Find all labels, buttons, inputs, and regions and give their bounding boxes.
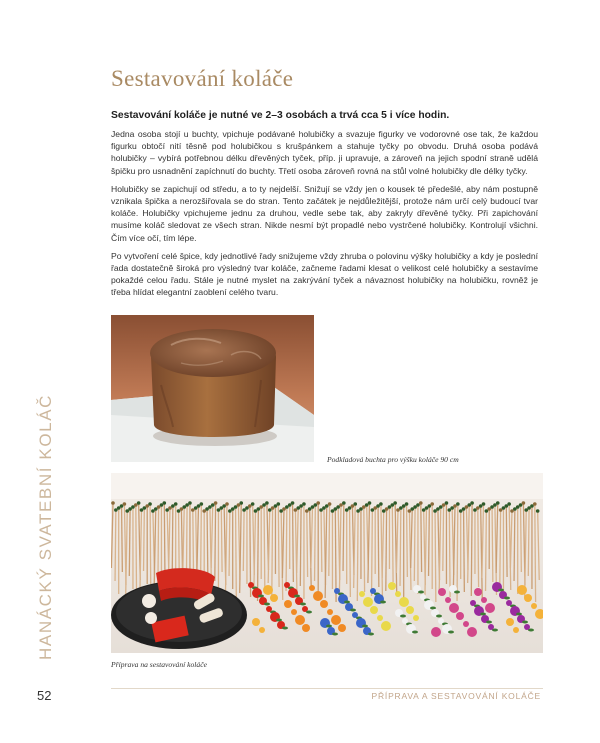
caption-preparation: Příprava na sestavování koláče: [111, 660, 207, 669]
lead-paragraph: Sestavování koláče je nutné ve 2–3 osobách a trvá cca 5 i více hodin.: [111, 110, 450, 121]
paragraph-1: Jedna osoba stojí u buchty, vpichuje podávané holubičky a svazuje figurky ve vodorovné ose tak, že každou figurku obtočí nití těsně pod holubičkou s krušpánkem a stahuje tyčky po obvodu. Druhá osoba podává holubičky – vybírá potřebnou délku dřevěných tyček, příp. ji upravuje, a zároveň na jejich spodní straně udělá špičku pro usnadnění zapíchnutí do buchty. Třetí osoba zároveň rovná na stůl volné holubičky dle délky tyčky.: [111, 129, 538, 176]
footer-chapter-title: PŘÍPRAVA A SESTAVOVÁNÍ KOLÁČE: [371, 691, 541, 701]
preparation-photo: [111, 473, 543, 653]
body-text: [111, 110, 538, 305]
page-title: Sestavování koláče: [111, 66, 294, 91]
cake-base-photo: [111, 315, 314, 462]
paragraph-2: Holubičky se zapichují od středu, a to ty nejdelší. Snižují se vždy jen o kousek té předešlé, aby nám postupně vznikala špička a nerozšiřovala se do stran. Tento začátek je nejdůležitější, protože nám určí celý budoucí tvar koláče. Holubičky vpichujeme jednu za druhou, vedle sebe tak, aby zakryly dřevěné tyčky. Při zapichování musíme koláč sledovat ze všech stran. Nikde nesmí být propadlé nebo vystrčené holubičky. Kontrolují všichni. Čím více očí, tím lépe.: [111, 183, 538, 243]
paragraph-3: Po vytvoření celé špice, kdy jednotlivé řady snižujeme vždy zhruba o polovinu výšky holubičky a kdy je poslední řada dostatečně široká pro výsledný tvar koláče, začneme řadami klesat o velikost celé holubičky a sestavíme pokaždé celou řadu. Stále je nutné myslet na zakrývání tyček a návaznost holubičky na holubičku, rovněž je třeba hlídat elegantní zaoblení celého tvaru.: [111, 250, 538, 298]
caption-cake-base: Podkladová buchta pro výšku koláče 90 cm: [327, 455, 459, 464]
book-title-vertical: HANÁCKÝ SVATEBNÍ KOLÁČ: [36, 393, 55, 660]
page-number: 52: [37, 688, 52, 703]
footer-rule: [111, 688, 543, 689]
